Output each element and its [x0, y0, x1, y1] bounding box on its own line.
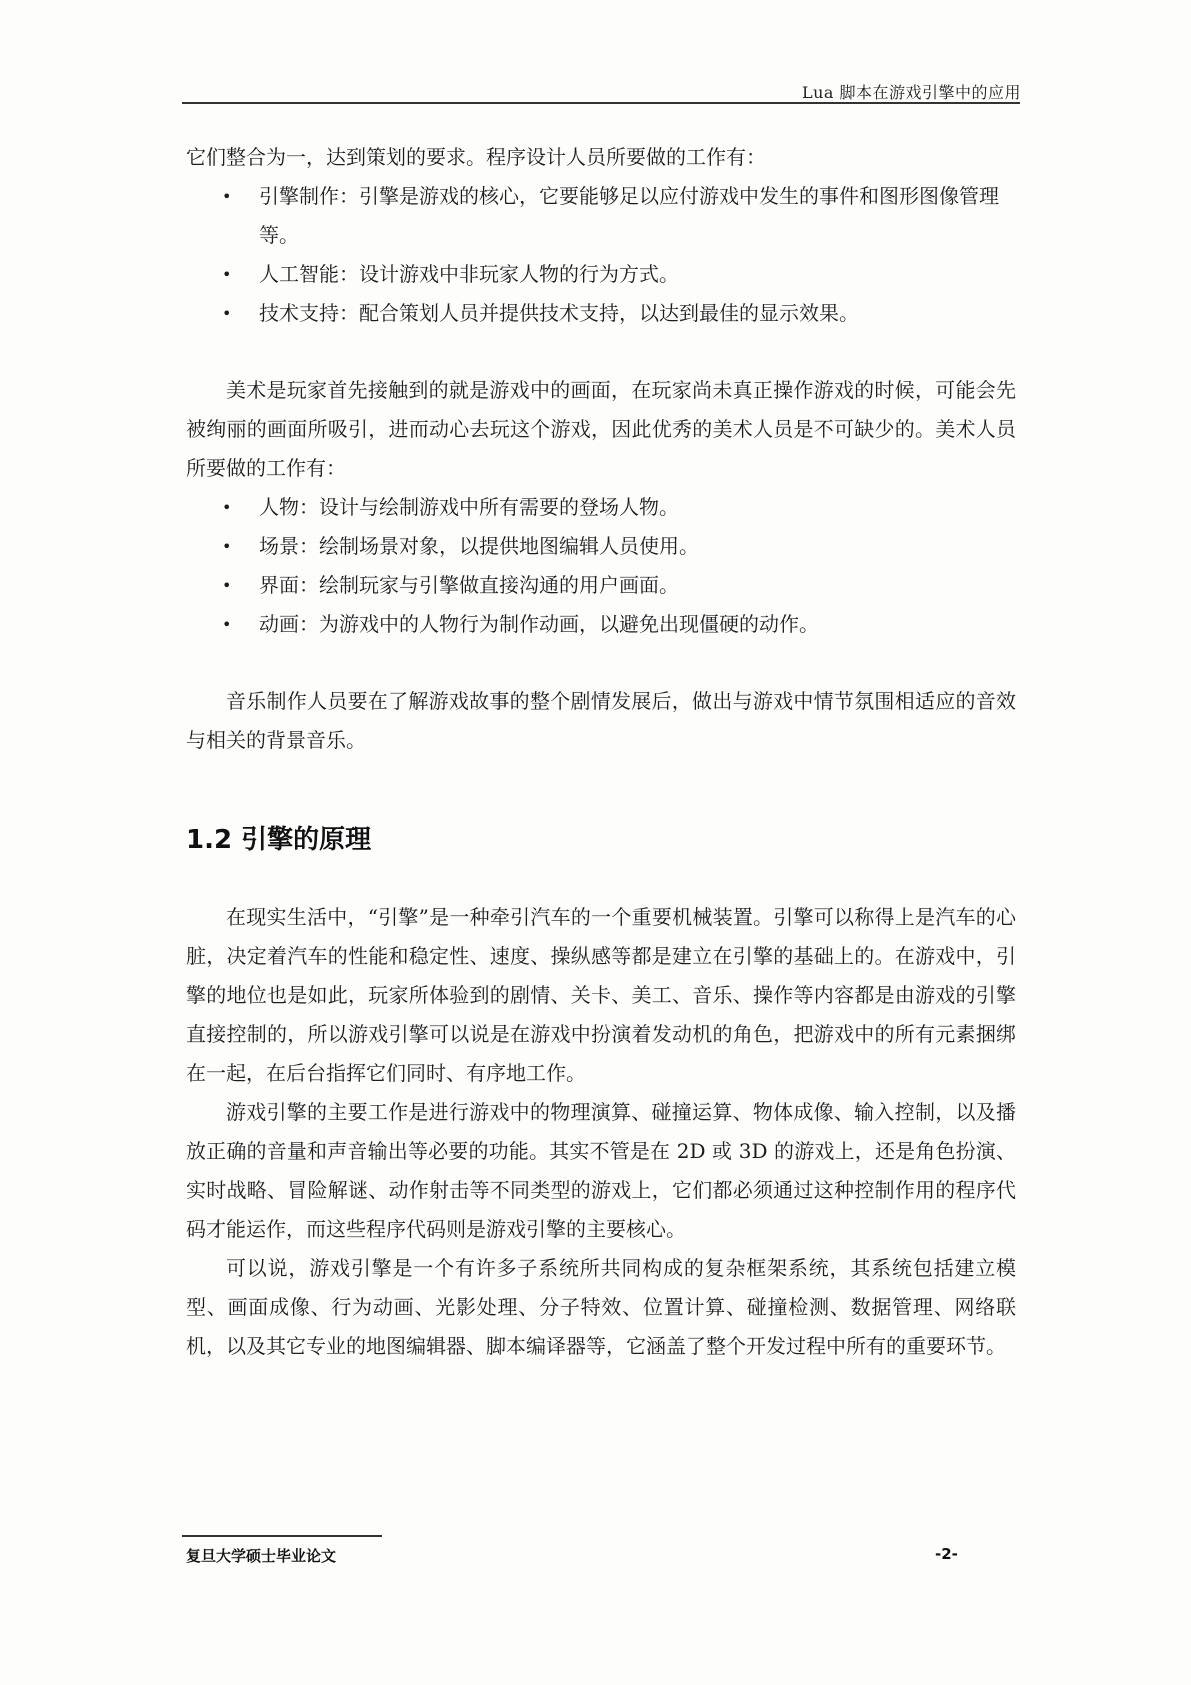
- list-item: [186, 488, 1016, 527]
- running-header: Lua 脚本在游戏引擎中的应用: [801, 83, 1021, 102]
- spacer: [186, 760, 1016, 820]
- list-item-text: 技术支持：配合策划人员并提供技术支持，以达到最佳的显示效果。: [259, 301, 859, 325]
- spacer: [186, 333, 1016, 371]
- list-item-text: 人物：设计与绘制游戏中所有需要的登场人物。: [259, 495, 679, 519]
- bullet-icon: •: [222, 576, 232, 595]
- spacer: [186, 860, 1016, 898]
- bullet-icon: •: [222, 498, 232, 517]
- paragraph: 音乐制作人员要在了解游戏故事的整个剧情发展后，做出与游戏中情节氛围相适应的音效与相关的背景音乐。: [186, 689, 1016, 752]
- footer-rule: [182, 1535, 382, 1537]
- paragraph: 游戏引擎的主要工作是进行游戏中的物理演算、碰撞运算、物体成像、输入控制，以及播放正确的音量和声音输出等必要的功能。其实不管是在 2D 或 3D 的游戏上，还是角色扮演、实时战略、冒险解谜、动作射击等不同类型的游戏上，它们都必须通过这种控制作用的程序代码才能运作，而这些程序代码则是游戏引擎的主要核心。: [186, 1100, 1016, 1241]
- bullet-icon: •: [222, 265, 232, 284]
- list-item-text: 引擎制作：引擎是游戏的核心，它要能够足以应付游戏中发生的事件和图形图像管理等。: [259, 184, 999, 247]
- paragraph: 可以说，游戏引擎是一个有许多子系统所共同构成的复杂框架系统，其系统包括建立模型、画面成像、行为动画、光影处理、分子特效、位置计算、碰撞检测、数据管理、网络联机，以及其它专业的地图编辑器、脚本编译器等，它涵盖了整个开发过程中所有的重要环节。: [186, 1256, 1016, 1358]
- bullet-icon: •: [222, 187, 232, 206]
- header-rule: [182, 102, 1020, 104]
- footer-institution: 复旦大学硕士毕业论文: [186, 1547, 337, 1565]
- spacer: [186, 644, 1016, 682]
- list-item-text: 人工智能：设计游戏中非玩家人物的行为方式。: [259, 262, 679, 286]
- section-heading: 1.2 引擎的原理: [186, 825, 372, 855]
- list-item-text: 场景：绘制场景对象，以提供地图编辑人员使用。: [259, 534, 699, 558]
- bullet-icon: •: [222, 304, 232, 323]
- bullet-icon: •: [222, 615, 232, 634]
- list-item: [186, 255, 1016, 294]
- list-item: [186, 527, 1016, 566]
- list-item-text: 界面：绘制玩家与引擎做直接沟通的用户画面。: [259, 573, 679, 597]
- list-item: [186, 566, 1016, 605]
- artist-duties-list: [186, 488, 1016, 644]
- main-content: [186, 138, 1016, 1366]
- paragraph: 它们整合为一，达到策划的要求。程序设计人员所要做的工作有：: [186, 145, 766, 169]
- list-item: [186, 177, 1016, 255]
- paragraph: 美术是玩家首先接触到的就是游戏中的画面，在玩家尚未真正操作游戏的时候，可能会先被绚丽的画面所吸引，进而动心去玩这个游戏，因此优秀的美术人员是不可缺少的。美术人员所要做的工作有：: [186, 378, 1016, 480]
- list-item: [186, 294, 1016, 333]
- list-item: [186, 605, 1016, 644]
- programmer-duties-list: [186, 177, 1016, 333]
- page-number: -2-: [935, 1545, 958, 1563]
- bullet-icon: •: [222, 537, 232, 556]
- list-item-text: 动画：为游戏中的人物行为制作动画，以避免出现僵硬的动作。: [259, 612, 819, 636]
- paragraph: 在现实生活中，“引擎”是一种牵引汽车的一个重要机械装置。引擎可以称得上是汽车的心脏，决定着汽车的性能和稳定性、速度、操纵感等都是建立在引擎的基础上的。在游戏中，引擎的地位也是如此，玩家所体验到的剧情、关卡、美工、音乐、操作等内容都是由游戏的引擎直接控制的，所以游戏引擎可以说是在游戏中扮演着发动机的角色，把游戏中的所有元素捆绑在一起，在后台指挥它们同时、有序地工作。: [186, 905, 1016, 1085]
